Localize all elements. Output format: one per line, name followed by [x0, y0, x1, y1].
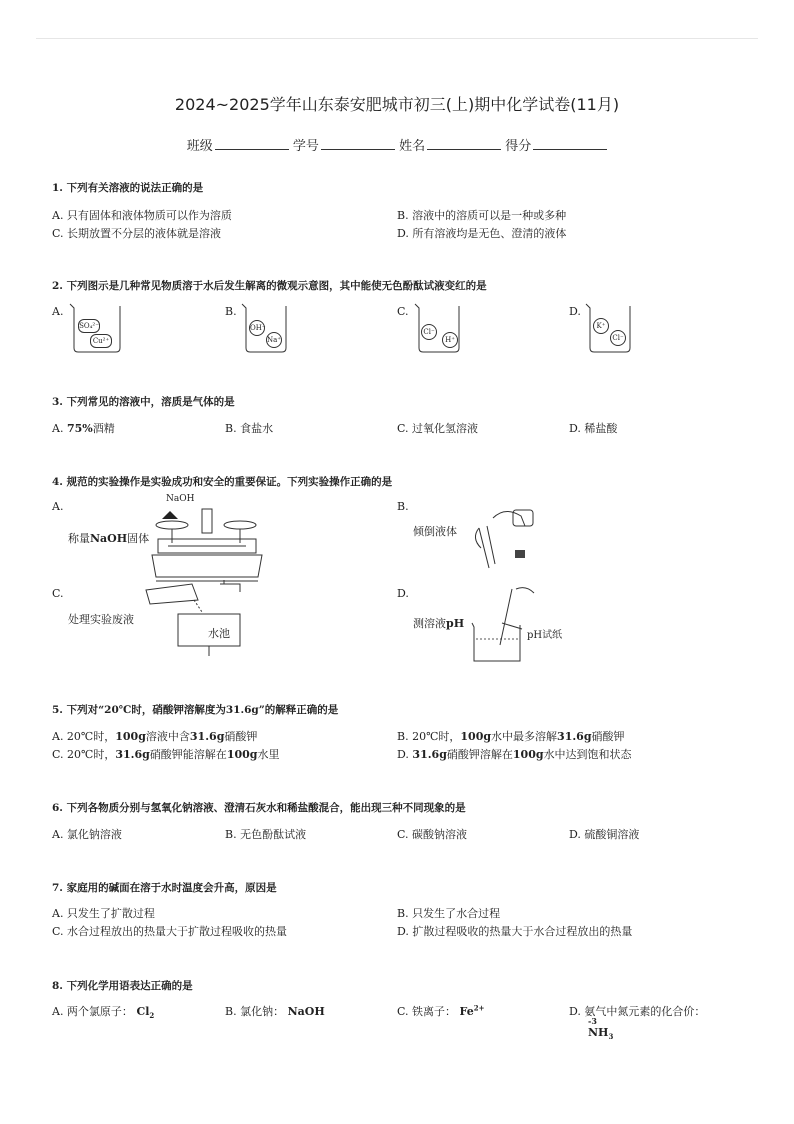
- ion-b1: OH⁻: [249, 320, 265, 336]
- class-blank[interactable]: [215, 138, 289, 150]
- top-rule: [36, 38, 758, 39]
- question-2-option-a[interactable]: A.: [52, 305, 64, 318]
- question-6-option-b[interactable]: B. 无色酚酞试液: [225, 828, 307, 841]
- beaker-d-icon: [584, 302, 636, 354]
- question-6-option-c[interactable]: C. 碳酸钠溶液: [397, 828, 468, 841]
- ph-test-beaker-icon: [470, 583, 540, 665]
- question-1-stem: 1. 下列有关溶液的说法正确的是: [52, 182, 204, 194]
- ammonia-formula: $NH_3$: [588, 1026, 614, 1042]
- balance-scale-icon: [148, 503, 266, 585]
- question-4-c-caption: 处理实验废液: [68, 613, 134, 626]
- question-1-option-c[interactable]: C. 长期放置不分层的液体就是溶液: [52, 227, 222, 240]
- ph-paper-label: pH试纸: [527, 630, 563, 641]
- question-5-option-a[interactable]: A. 20℃时，100g溶液中含31.6g硝酸钾: [52, 730, 258, 743]
- waste-disposal-icon: [140, 580, 250, 658]
- ion-d2: Cl⁻: [610, 330, 626, 346]
- question-1-option-a[interactable]: A. 只有固体和液体物质可以作为溶质: [52, 209, 232, 222]
- beaker-b-icon: [240, 302, 292, 354]
- question-3-option-d[interactable]: D. 稀盐酸: [569, 422, 618, 435]
- question-4-option-b[interactable]: B.: [397, 500, 409, 513]
- question-3-option-c[interactable]: C. 过氧化氢溶液: [397, 422, 479, 435]
- question-2-option-c[interactable]: C.: [397, 305, 409, 318]
- question-8-stem: 8. 下列化学用语表达正确的是: [52, 980, 193, 992]
- question-8-option-b[interactable]: B. 氯化钠： NaOH: [225, 1005, 325, 1018]
- score-label: 得分: [505, 139, 532, 154]
- question-4-b-caption: 倾倒液体: [413, 525, 457, 538]
- question-5-stem: 5. 下列对“20℃时，硝酸钾溶解度为31.6g”的解释正确的是: [52, 704, 339, 716]
- question-7-option-d[interactable]: D. 扩散过程吸收的热量大于水合过程放出的热量: [397, 925, 633, 938]
- question-4-d-caption: 测溶液pH: [413, 617, 465, 630]
- question-1-option-b[interactable]: B. 溶液中的溶质可以是一种或多种: [397, 209, 567, 222]
- page-title: 2024~2025学年山东泰安肥城市初三(上)期中化学试卷(11月): [174, 95, 620, 114]
- question-5-option-d[interactable]: D. 31.6g硝酸钾溶解在100g水中达到饱和状态: [397, 748, 632, 761]
- name-label: 姓名: [399, 139, 426, 154]
- question-8-option-d[interactable]: D. 氨气中氮元素的化合价：: [569, 1005, 706, 1018]
- question-4-option-d[interactable]: D.: [397, 587, 409, 600]
- ion-c1: Cl⁻: [421, 324, 437, 340]
- ion-a1: SO₄²⁻: [78, 319, 100, 333]
- question-5-option-c[interactable]: C. 20℃时，31.6g硝酸钾能溶解在100g水里: [52, 748, 280, 761]
- question-6-option-a[interactable]: A. 氯化钠溶液: [52, 828, 122, 841]
- ion-b2: Na⁺: [266, 332, 282, 348]
- question-4-stem: 4. 规范的实验操作是实验成功和安全的重要保证。下列实验操作正确的是: [52, 476, 393, 488]
- question-7-option-c[interactable]: C. 水合过程放出的热量大于扩散过程吸收的热量: [52, 925, 288, 938]
- question-7-option-a[interactable]: A. 只发生了扩散过程: [52, 907, 155, 920]
- question-3-stem: 3. 下列常见的溶液中，溶质是气体的是: [52, 396, 235, 408]
- question-1-option-d[interactable]: D. 所有溶液均是无色、澄清的液体: [397, 227, 567, 240]
- question-2-option-d[interactable]: D.: [569, 305, 581, 318]
- number-label: 学号: [292, 139, 319, 154]
- number-blank[interactable]: [321, 138, 395, 150]
- question-6-stem: 6. 下列各物质分别与氢氧化钠溶液、澄清石灰水和稀盐酸混合，能出现三种不同现象的是: [52, 802, 466, 814]
- ion-d1: K⁺: [593, 318, 609, 334]
- sink-label: 水池: [208, 627, 230, 640]
- name-blank[interactable]: [427, 138, 501, 150]
- question-8-option-a[interactable]: A. 两个氯原子： $Cl_2$: [52, 1005, 155, 1021]
- score-blank[interactable]: [533, 138, 607, 150]
- pouring-liquid-icon: [465, 498, 555, 570]
- question-6-option-d[interactable]: D. 硫酸铜溶液: [569, 828, 640, 841]
- valence-label: -3: [588, 1016, 597, 1026]
- question-2-stem: 2. 下列图示是几种常见物质溶于水后发生解离的微观示意图，其中能使无色酚酞试液变红的是: [52, 280, 487, 292]
- student-info-line: [0, 135, 794, 154]
- class-label: 班级: [186, 139, 213, 154]
- question-4-a-caption: 称量NaOH固体: [68, 532, 150, 545]
- question-7-stem: 7. 家庭用的碱面在溶于水时温度会升高，原因是: [52, 882, 277, 894]
- ion-c2: H⁺: [442, 332, 458, 348]
- naoh-label: NaOH: [166, 494, 195, 504]
- question-4-option-c[interactable]: C.: [52, 587, 64, 600]
- question-3-option-b[interactable]: B. 食盐水: [225, 422, 274, 435]
- question-7-option-b[interactable]: B. 只发生了水合过程: [397, 907, 501, 920]
- question-4-option-a[interactable]: A.: [52, 500, 64, 513]
- question-5-option-b[interactable]: B. 20℃时，100g水中最多溶解31.6g硝酸钾: [397, 730, 625, 743]
- question-2-option-b[interactable]: B.: [225, 305, 237, 318]
- question-3-option-a[interactable]: A. 75%酒精: [52, 422, 115, 435]
- ion-a2: Cu²⁺: [90, 334, 112, 348]
- question-8-option-c[interactable]: C. 铁离子： $Fe^{2+}$: [397, 1003, 485, 1018]
